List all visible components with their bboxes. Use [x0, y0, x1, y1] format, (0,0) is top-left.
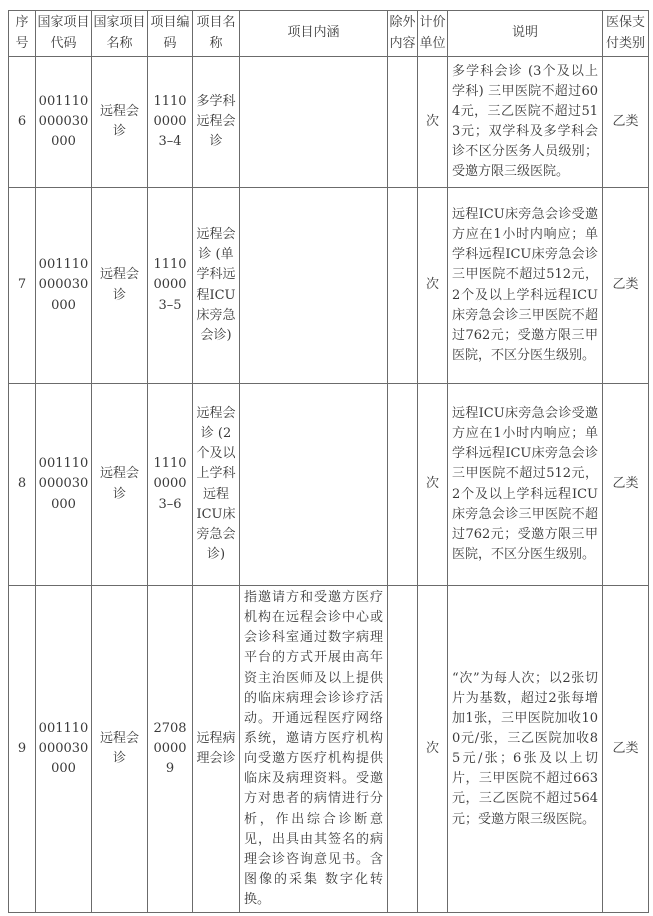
- cell-excluded: [388, 57, 418, 188]
- cell-content: [240, 57, 388, 188]
- column-header-note: 说明: [448, 11, 603, 57]
- table-row: [9, 57, 649, 188]
- column-header-content: 项目内涵: [240, 11, 388, 57]
- cell-national_code: 001110000030000: [36, 586, 92, 913]
- table-body: [9, 57, 649, 913]
- cell-unit: 次: [418, 384, 448, 586]
- cell-code: 111000003–6: [148, 384, 193, 586]
- cell-national_code: 001110000030000: [36, 57, 92, 188]
- table-row: [9, 586, 649, 913]
- cell-unit: 次: [418, 188, 448, 384]
- table-row: [9, 188, 649, 384]
- cell-note: 远程ICU床旁急会诊受邀方应在1小时内响应；单学科远程ICU床旁急会诊三甲医院不超过512元，2个及以上学科远程ICU床旁急会诊三甲医院不超过762元；受邀方限三甲医院，不区分医生级别。: [448, 188, 603, 384]
- cell-national_code: 001110000030000: [36, 384, 92, 586]
- cell-name: 远程会诊 (单学科远程ICU床旁急会诊): [193, 188, 240, 384]
- cell-national_code: 001110000030000: [36, 188, 92, 384]
- medical-fee-table: [8, 10, 649, 913]
- column-header-name: 项目名称: [193, 11, 240, 57]
- cell-pay_class: 乙类: [603, 57, 649, 188]
- cell-national_name: 远程会诊: [92, 188, 148, 384]
- cell-pay_class: 乙类: [603, 586, 649, 913]
- cell-name: 多学科远程会诊: [193, 57, 240, 188]
- cell-national_name: 远程会诊: [92, 57, 148, 188]
- cell-pay_class: 乙类: [603, 188, 649, 384]
- cell-note: “次”为每人次；以2张切片为基数，超过2张每增加1张，三甲医院加收100元/张，三乙医院加收85元/张；6张及以上切片，三甲医院不超过663元，三乙医院不超过564元；受邀方限三级医院。: [448, 586, 603, 913]
- table-row: [9, 384, 649, 586]
- cell-content: 指邀请方和受邀方医疗机构在远程会诊中心或会诊科室通过数字病理平台的方式开展由高年资主治医师及以上提供的临床病理会诊诊疗活动。开通远程医疗网络系统，邀请方医疗机构向受邀方医疗机构提供临床及病理资料。受邀方对患者的病情进行分析，作出综合诊断意见，出具由其签名的病理会诊咨询意见书。含图像的采集 数字化转换。: [240, 586, 388, 913]
- cell-unit: 次: [418, 57, 448, 188]
- cell-seq: 9: [9, 586, 36, 913]
- cell-excluded: [388, 188, 418, 384]
- cell-code: 111000003–5: [148, 188, 193, 384]
- medical-fee-table-container: [8, 10, 649, 913]
- cell-note: 多学科会诊 (3个及以上学科) 三甲医院不超过604元，三乙医院不超过513元；双学科及多学科会诊不区分医务人员级别；受邀方限三级医院。: [448, 57, 603, 188]
- cell-name: 远程会诊 (2个及以上学科远程ICU床旁急会诊): [193, 384, 240, 586]
- cell-seq: 8: [9, 384, 36, 586]
- cell-note: 远程ICU床旁急会诊受邀方应在1小时内响应；单学科远程ICU床旁急会诊三甲医院不超过512元，2个及以上学科远程ICU床旁急会诊三甲医院不超过762元；受邀方限三甲医院，不区分医生级别。: [448, 384, 603, 586]
- column-header-pay_class: 医保支付类别: [603, 11, 649, 57]
- column-header-code: 项目编码: [148, 11, 193, 57]
- cell-excluded: [388, 384, 418, 586]
- cell-content: [240, 384, 388, 586]
- cell-national_name: 远程会诊: [92, 384, 148, 586]
- cell-national_name: 远程会诊: [92, 586, 148, 913]
- cell-content: [240, 188, 388, 384]
- column-header-national_name: 国家项目名称: [92, 11, 148, 57]
- cell-unit: 次: [418, 586, 448, 913]
- column-header-unit: 计价单位: [418, 11, 448, 57]
- header-row: [9, 11, 649, 57]
- cell-code: 111000003–4: [148, 57, 193, 188]
- cell-code: 270800009: [148, 586, 193, 913]
- cell-seq: 6: [9, 57, 36, 188]
- cell-excluded: [388, 586, 418, 913]
- column-header-seq: 序号: [9, 11, 36, 57]
- column-header-excluded: 除外内容: [388, 11, 418, 57]
- cell-pay_class: 乙类: [603, 384, 649, 586]
- cell-name: 远程病理会诊: [193, 586, 240, 913]
- column-header-national_code: 国家项目代码: [36, 11, 92, 57]
- cell-seq: 7: [9, 188, 36, 384]
